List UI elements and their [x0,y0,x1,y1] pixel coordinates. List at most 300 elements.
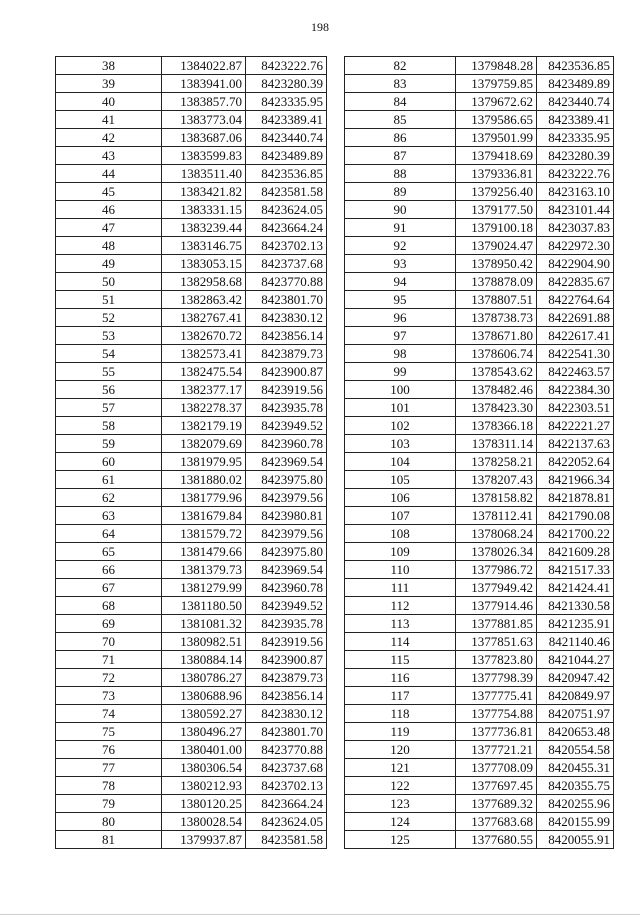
table-row [345,363,614,381]
x-coordinate-cell: 1381180.50 [162,597,246,615]
x-coordinate-cell: 1377680.55 [456,831,537,849]
y-coordinate-cell: 8423440.74 [537,93,614,111]
table-row [345,345,614,363]
x-coordinate-cell: 1377823.80 [456,651,537,669]
x-coordinate-cell: 1377949.42 [456,579,537,597]
table-row [345,273,614,291]
x-coordinate-cell: 1379586.65 [456,111,537,129]
point-number-cell: 53 [56,327,162,345]
x-coordinate-cell: 1377851.63 [456,633,537,651]
table-row [56,597,327,615]
y-coordinate-cell: 8423919.56 [246,633,327,651]
y-coordinate-cell: 8422384.30 [537,381,614,399]
y-coordinate-cell: 8423101.44 [537,201,614,219]
point-number-cell: 74 [56,705,162,723]
x-coordinate-cell: 1381081.32 [162,615,246,633]
y-coordinate-cell: 8423900.87 [246,651,327,669]
point-number-cell: 79 [56,795,162,813]
point-number-cell: 65 [56,543,162,561]
x-coordinate-cell: 1378158.82 [456,489,537,507]
x-coordinate-cell: 1379100.18 [456,219,537,237]
y-coordinate-cell: 8423440.74 [246,129,327,147]
table-row [345,111,614,129]
table-row [56,831,327,849]
table-row [56,237,327,255]
y-coordinate-cell: 8423163.10 [537,183,614,201]
point-number-cell: 109 [345,543,456,561]
x-coordinate-cell: 1380212.93 [162,777,246,795]
point-number-cell: 50 [56,273,162,291]
point-number-cell: 125 [345,831,456,849]
table-row [56,75,327,93]
x-coordinate-cell: 1379759.85 [456,75,537,93]
x-coordinate-cell: 1379418.69 [456,147,537,165]
table-row [345,291,614,309]
table-row [345,255,614,273]
y-coordinate-cell: 8421424.41 [537,579,614,597]
y-coordinate-cell: 8422541.30 [537,345,614,363]
table-row [56,273,327,291]
point-number-cell: 105 [345,471,456,489]
table-row [56,183,327,201]
table-row [345,399,614,417]
x-coordinate-cell: 1378258.21 [456,453,537,471]
point-number-cell: 94 [345,273,456,291]
x-coordinate-cell: 1379501.99 [456,129,537,147]
point-number-cell: 119 [345,723,456,741]
point-number-cell: 117 [345,687,456,705]
x-coordinate-cell: 1377798.39 [456,669,537,687]
x-coordinate-cell: 1380028.54 [162,813,246,831]
y-coordinate-cell: 8423664.24 [246,219,327,237]
table-row [345,183,614,201]
table-row [56,705,327,723]
table-row [56,327,327,345]
point-number-cell: 88 [345,165,456,183]
point-number-cell: 115 [345,651,456,669]
x-coordinate-cell: 1381579.72 [162,525,246,543]
point-number-cell: 84 [345,93,456,111]
y-coordinate-cell: 8423624.05 [246,813,327,831]
table-row [56,813,327,831]
point-number-cell: 93 [345,255,456,273]
y-coordinate-cell: 8423664.24 [246,795,327,813]
x-coordinate-cell: 1377881.85 [456,615,537,633]
y-coordinate-cell: 8421966.34 [537,471,614,489]
y-coordinate-cell: 8422221.27 [537,417,614,435]
y-coordinate-cell: 8423702.13 [246,777,327,795]
y-coordinate-cell: 8423222.76 [246,57,327,75]
y-coordinate-cell: 8423489.89 [246,147,327,165]
x-coordinate-cell: 1383941.00 [162,75,246,93]
point-number-cell: 49 [56,255,162,273]
y-coordinate-cell: 8420255.96 [537,795,614,813]
x-coordinate-cell: 1378112.41 [456,507,537,525]
x-coordinate-cell: 1383331.15 [162,201,246,219]
point-number-cell: 70 [56,633,162,651]
table-row [56,579,327,597]
point-number-cell: 107 [345,507,456,525]
x-coordinate-cell: 1379256.40 [456,183,537,201]
y-coordinate-cell: 8421700.22 [537,525,614,543]
y-coordinate-cell: 8423980.81 [246,507,327,525]
x-coordinate-cell: 1382767.41 [162,309,246,327]
point-number-cell: 67 [56,579,162,597]
table-row [345,651,614,669]
x-coordinate-cell: 1382278.37 [162,399,246,417]
y-coordinate-cell: 8423801.70 [246,723,327,741]
table-row [56,471,327,489]
point-number-cell: 90 [345,201,456,219]
y-coordinate-cell: 8423624.05 [246,201,327,219]
table-row [345,453,614,471]
table-row [56,147,327,165]
table-row [345,633,614,651]
y-coordinate-cell: 8423879.73 [246,345,327,363]
point-number-cell: 121 [345,759,456,777]
point-number-cell: 101 [345,399,456,417]
table-row [56,417,327,435]
table-row [345,597,614,615]
table-row [345,741,614,759]
y-coordinate-cell: 8423222.76 [537,165,614,183]
page-bottom-edge [0,914,640,915]
table-row [345,813,614,831]
x-coordinate-cell: 1381479.66 [162,543,246,561]
x-coordinate-cell: 1380401.00 [162,741,246,759]
x-coordinate-cell: 1382079.69 [162,435,246,453]
x-coordinate-cell: 1383857.70 [162,93,246,111]
x-coordinate-cell: 1383421.82 [162,183,246,201]
y-coordinate-cell: 8421044.27 [537,651,614,669]
x-coordinate-cell: 1378423.30 [456,399,537,417]
x-coordinate-cell: 1381679.84 [162,507,246,525]
table-row [56,201,327,219]
point-number-cell: 75 [56,723,162,741]
table-row [56,633,327,651]
table-row [56,111,327,129]
y-coordinate-cell: 8422052.64 [537,453,614,471]
x-coordinate-cell: 1378366.18 [456,417,537,435]
x-coordinate-cell: 1378026.34 [456,543,537,561]
table-row [345,57,614,75]
y-coordinate-cell: 8420554.58 [537,741,614,759]
table-row [56,489,327,507]
point-number-cell: 106 [345,489,456,507]
table-row [56,759,327,777]
x-coordinate-cell: 1377683.68 [456,813,537,831]
point-number-cell: 63 [56,507,162,525]
x-coordinate-cell: 1378311.14 [456,435,537,453]
y-coordinate-cell: 8423830.12 [246,309,327,327]
table-row [345,759,614,777]
x-coordinate-cell: 1378543.62 [456,363,537,381]
table-row [56,615,327,633]
point-number-cell: 66 [56,561,162,579]
point-number-cell: 43 [56,147,162,165]
table-row [345,579,614,597]
table-row [345,75,614,93]
table-row [345,417,614,435]
point-number-cell: 80 [56,813,162,831]
y-coordinate-cell: 8420055.91 [537,831,614,849]
y-coordinate-cell: 8422617.41 [537,327,614,345]
table-row [345,435,614,453]
point-number-cell: 99 [345,363,456,381]
table-row [345,831,614,849]
point-number-cell: 102 [345,417,456,435]
y-coordinate-cell: 8423389.41 [537,111,614,129]
y-coordinate-cell: 8423830.12 [246,705,327,723]
point-number-cell: 78 [56,777,162,795]
x-coordinate-cell: 1382958.68 [162,273,246,291]
y-coordinate-cell: 8421878.81 [537,489,614,507]
y-coordinate-cell: 8423536.85 [537,57,614,75]
y-coordinate-cell: 8421609.28 [537,543,614,561]
point-number-cell: 100 [345,381,456,399]
x-coordinate-cell: 1379336.81 [456,165,537,183]
x-coordinate-cell: 1377721.21 [456,741,537,759]
table-row [56,543,327,561]
table-row [56,525,327,543]
point-number-cell: 91 [345,219,456,237]
table-row [56,723,327,741]
x-coordinate-cell: 1383511.40 [162,165,246,183]
x-coordinate-cell: 1380786.27 [162,669,246,687]
table-row [345,147,614,165]
y-coordinate-cell: 8421235.91 [537,615,614,633]
point-number-cell: 122 [345,777,456,795]
table-row [345,777,614,795]
point-number-cell: 110 [345,561,456,579]
point-number-cell: 118 [345,705,456,723]
x-coordinate-cell: 1378207.43 [456,471,537,489]
point-number-cell: 47 [56,219,162,237]
table-row [345,687,614,705]
y-coordinate-cell: 8423879.73 [246,669,327,687]
y-coordinate-cell: 8423969.54 [246,453,327,471]
y-coordinate-cell: 8423979.56 [246,525,327,543]
y-coordinate-cell: 8420947.42 [537,669,614,687]
page-number: 198 [311,20,329,34]
point-number-cell: 59 [56,435,162,453]
y-coordinate-cell: 8423949.52 [246,597,327,615]
table-row [56,399,327,417]
y-coordinate-cell: 8420751.97 [537,705,614,723]
x-coordinate-cell: 1380120.25 [162,795,246,813]
point-number-cell: 104 [345,453,456,471]
y-coordinate-cell: 8423935.78 [246,399,327,417]
y-coordinate-cell: 8423975.80 [246,471,327,489]
y-coordinate-cell: 8423581.58 [246,183,327,201]
point-number-cell: 86 [345,129,456,147]
x-coordinate-cell: 1379937.87 [162,831,246,849]
table-row [345,327,614,345]
x-coordinate-cell: 1380884.14 [162,651,246,669]
table-row [345,669,614,687]
point-number-cell: 64 [56,525,162,543]
table-row [345,201,614,219]
table-row [56,291,327,309]
y-coordinate-cell: 8423702.13 [246,237,327,255]
point-number-cell: 124 [345,813,456,831]
point-number-cell: 40 [56,93,162,111]
table-row [56,309,327,327]
point-number-cell: 113 [345,615,456,633]
x-coordinate-cell: 1377775.41 [456,687,537,705]
y-coordinate-cell: 8423919.56 [246,381,327,399]
point-number-cell: 89 [345,183,456,201]
coordinates-table-left [55,56,327,849]
y-coordinate-cell: 8423960.78 [246,579,327,597]
point-number-cell: 112 [345,597,456,615]
point-number-cell: 44 [56,165,162,183]
point-number-cell: 81 [56,831,162,849]
x-coordinate-cell: 1381979.95 [162,453,246,471]
x-coordinate-cell: 1383599.83 [162,147,246,165]
y-coordinate-cell: 8420155.99 [537,813,614,831]
y-coordinate-cell: 8422764.64 [537,291,614,309]
point-number-cell: 111 [345,579,456,597]
point-number-cell: 116 [345,669,456,687]
point-number-cell: 87 [345,147,456,165]
y-coordinate-cell: 8423489.89 [537,75,614,93]
y-coordinate-cell: 8422835.67 [537,273,614,291]
point-number-cell: 62 [56,489,162,507]
x-coordinate-cell: 1377754.88 [456,705,537,723]
x-coordinate-cell: 1380306.54 [162,759,246,777]
point-number-cell: 108 [345,525,456,543]
table-row [56,777,327,795]
point-number-cell: 58 [56,417,162,435]
y-coordinate-cell: 8420455.31 [537,759,614,777]
y-coordinate-cell: 8423737.68 [246,255,327,273]
y-coordinate-cell: 8423979.56 [246,489,327,507]
point-number-cell: 96 [345,309,456,327]
y-coordinate-cell: 8420653.48 [537,723,614,741]
x-coordinate-cell: 1377736.81 [456,723,537,741]
point-number-cell: 42 [56,129,162,147]
x-coordinate-cell: 1378878.09 [456,273,537,291]
table-row [56,795,327,813]
x-coordinate-cell: 1380496.27 [162,723,246,741]
point-number-cell: 103 [345,435,456,453]
point-number-cell: 41 [56,111,162,129]
y-coordinate-cell: 8423949.52 [246,417,327,435]
table-row [56,435,327,453]
table-row [345,543,614,561]
x-coordinate-cell: 1378606.74 [456,345,537,363]
table-row [56,57,327,75]
y-coordinate-cell: 8423536.85 [246,165,327,183]
y-coordinate-cell: 8423335.95 [537,129,614,147]
coordinates-table-right-body [345,57,614,849]
table-row [56,219,327,237]
x-coordinate-cell: 1379848.28 [456,57,537,75]
point-number-cell: 46 [56,201,162,219]
y-coordinate-cell: 8423770.88 [246,273,327,291]
x-coordinate-cell: 1380592.27 [162,705,246,723]
x-coordinate-cell: 1383053.15 [162,255,246,273]
table-row [56,345,327,363]
point-number-cell: 56 [56,381,162,399]
y-coordinate-cell: 8422691.88 [537,309,614,327]
y-coordinate-cell: 8423389.41 [246,111,327,129]
point-number-cell: 76 [56,741,162,759]
x-coordinate-cell: 1380688.96 [162,687,246,705]
x-coordinate-cell: 1382377.17 [162,381,246,399]
table-row [345,237,614,255]
point-number-cell: 45 [56,183,162,201]
point-number-cell: 77 [56,759,162,777]
y-coordinate-cell: 8420849.97 [537,687,614,705]
y-coordinate-cell: 8423960.78 [246,435,327,453]
point-number-cell: 72 [56,669,162,687]
x-coordinate-cell: 1377914.46 [456,597,537,615]
table-row [56,363,327,381]
point-number-cell: 98 [345,345,456,363]
table-row [56,255,327,273]
table-row [56,93,327,111]
x-coordinate-cell: 1383239.44 [162,219,246,237]
y-coordinate-cell: 8423280.39 [246,75,327,93]
x-coordinate-cell: 1379672.62 [456,93,537,111]
y-coordinate-cell: 8423856.14 [246,687,327,705]
point-number-cell: 60 [56,453,162,471]
point-number-cell: 114 [345,633,456,651]
point-number-cell: 97 [345,327,456,345]
table-row [345,129,614,147]
x-coordinate-cell: 1381880.02 [162,471,246,489]
point-number-cell: 71 [56,651,162,669]
x-coordinate-cell: 1382863.42 [162,291,246,309]
y-coordinate-cell: 8422904.90 [537,255,614,273]
y-coordinate-cell: 8422137.63 [537,435,614,453]
x-coordinate-cell: 1379177.50 [456,201,537,219]
table-row [345,525,614,543]
table-row [345,489,614,507]
coordinates-table-right [344,56,614,849]
table-row [345,219,614,237]
point-number-cell: 92 [345,237,456,255]
y-coordinate-cell: 8423975.80 [246,543,327,561]
table-row [56,129,327,147]
x-coordinate-cell: 1383773.04 [162,111,246,129]
x-coordinate-cell: 1378482.46 [456,381,537,399]
point-number-cell: 68 [56,597,162,615]
point-number-cell: 83 [345,75,456,93]
table-row [345,723,614,741]
point-number-cell: 95 [345,291,456,309]
y-coordinate-cell: 8423856.14 [246,327,327,345]
y-coordinate-cell: 8423900.87 [246,363,327,381]
y-coordinate-cell: 8423969.54 [246,561,327,579]
x-coordinate-cell: 1377689.32 [456,795,537,813]
table-row [345,309,614,327]
table-row [56,561,327,579]
table-row [345,561,614,579]
y-coordinate-cell: 8423335.95 [246,93,327,111]
point-number-cell: 73 [56,687,162,705]
x-coordinate-cell: 1377986.72 [456,561,537,579]
x-coordinate-cell: 1381279.99 [162,579,246,597]
x-coordinate-cell: 1378807.51 [456,291,537,309]
table-row [56,165,327,183]
point-number-cell: 61 [56,471,162,489]
y-coordinate-cell: 8423801.70 [246,291,327,309]
y-coordinate-cell: 8420355.75 [537,777,614,795]
x-coordinate-cell: 1384022.87 [162,57,246,75]
